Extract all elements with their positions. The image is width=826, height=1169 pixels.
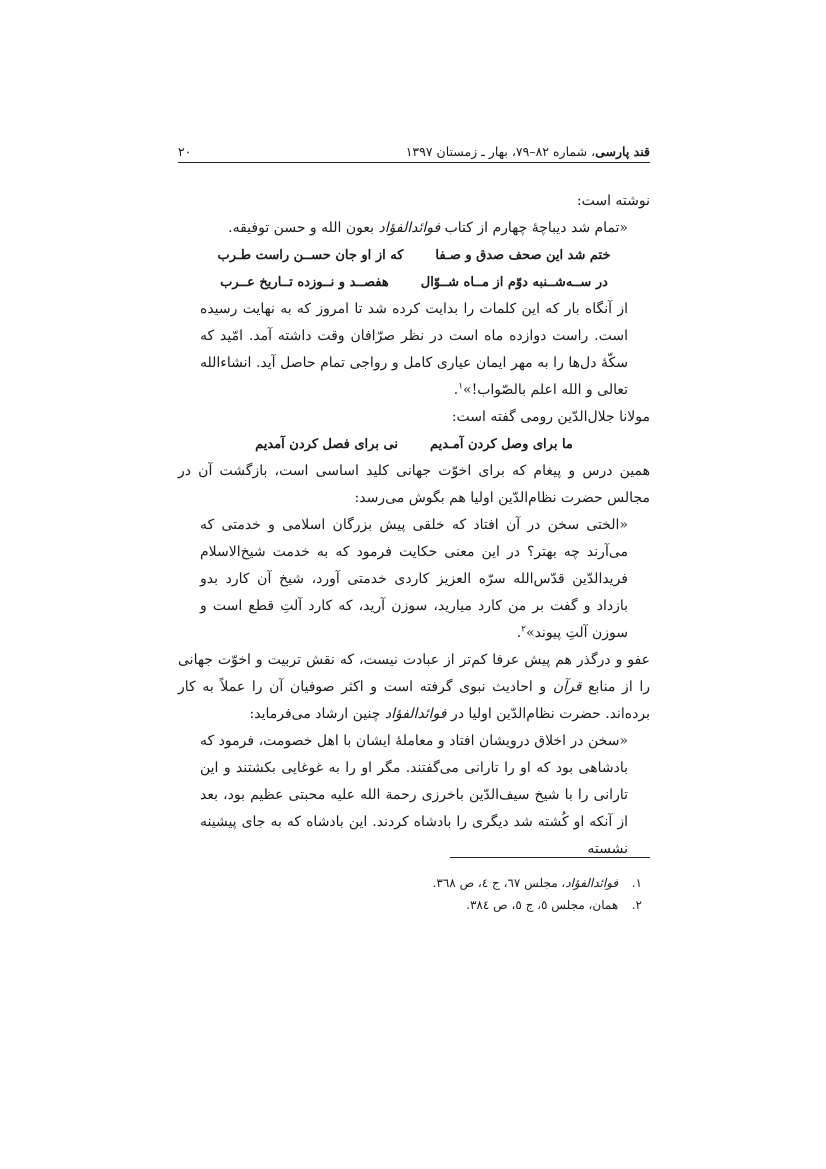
footnote-2: [178, 894, 650, 916]
verse-line-1: [178, 242, 650, 269]
quote-text: از آنگاه بار که این کلمات را بدایت کرده شد تا امروز که به نهایت رسیده است. راست دوازده ماه است در نظر صرّافان وقت داشته آمد. امّید که سکّهٔ دل‌ها را به مهر ایمان عیاری کامل و رواجی تمام حاصل آید. انشاءالله تعالی و الله اعلم بالصّواب!»: [200, 301, 628, 398]
footnote-number: ۱.: [631, 876, 642, 890]
hemistich-right: ختم شد این صحف صدق و صـفا: [435, 248, 611, 263]
footnote-1: [178, 872, 650, 894]
quran-word: قرآن: [552, 679, 582, 695]
page-body: [178, 188, 650, 863]
hemistich-left: که از او جان حســن راست طـرب: [217, 248, 404, 263]
quote-colophon-opening: [178, 215, 650, 242]
verse-line-3: [178, 431, 650, 458]
hemistich-left: نی برای فصل کردن آمدیم: [255, 437, 398, 452]
paragraph-text: عفو و درگذر هم پیش عرفا کم‌تر از عبادت نیست، که نقش تربیت و اخوّت جهانی را از منابع: [178, 652, 650, 695]
paragraph-text: چنین ارشاد می‌فرماید:: [249, 706, 385, 722]
page-number: ۲۰: [178, 144, 192, 159]
quote-text: بعون الله و حسن توفیقه.: [228, 220, 379, 236]
footnote-ref-1[interactable]: ۱: [458, 381, 464, 392]
footnote-text: همان، مجلس ٥، ج ٥، ص ٣٨٤.: [466, 898, 619, 912]
footnote-ref-2[interactable]: ۲: [521, 624, 527, 635]
paragraph-message: همین درس و پیغام که برای اخوّت جهانی کلید اساسی است، بازگشت آن در مجالس حضرت نظام‌الدّین اولیا هم بگوش می‌رسد:: [178, 463, 650, 506]
verse-line-2: [178, 269, 650, 296]
book-title: فوائدالفؤاد: [384, 706, 447, 722]
quote-needle: «الختی سخن در آن افتاد که خلقی پیش بزرگان اسلامی و خدمتی که می‌آرند چه بهتر؟ در این معنی حکایت فرمود که به خدمت شیخ‌الاسلام فریدالدّین قدّس‌الله سرّه العزیز کاردی خدمتی آورد، شیخ آن کارد بدو بازداد و گفت بر من کارد میارید، سوزن آرید، که کارد آلتِ قطع است و سوزن آلتِ پیوند»$^۲$.: [200, 517, 628, 641]
quote-text: «الختی سخن در آن افتاد که خلقی پیش بزرگان اسلامی و خدمتی که می‌آرند چه بهتر؟ در این معنی حکایت فرمود که به خدمت شیخ‌الاسلام فریدالدّین قدّس‌الله سرّه العزیز کاردی خدمتی آورد، شیخ آن کارد بدو بازداد و گفت بر من کارد میارید، سوزن آرید، که کارد آلتِ قطع است و سوزن آلتِ پیوند»: [200, 517, 628, 641]
book-title: فوائدالفؤاد: [565, 876, 619, 890]
paragraph-forgiveness: [178, 647, 650, 728]
page-header: [178, 140, 650, 163]
quote-text: «تمام شد دیباچهٔ چهارم از کتاب: [440, 220, 628, 236]
hemistich-right: ما برای وصل کردن آمـدیم: [429, 437, 573, 452]
footnote-text: ، مجلس ٦٧، ج ٤، ص ٣٦٨.: [432, 876, 566, 890]
quote-dervishes: «سخن در اخلاق درویشان افتاد و معاملهٔ ایشان با اهل خصومت، فرمود که بادشاهی بود که او را تارانی می‌گفتند. مگر او را به غوغایی بکشتند و این تارانی را با شیخ سیف‌الدّین باخرزی رحمة الله علیه محبتی عظیم بود، بعد از آنکه او کُشته شد دیگری را بادشاه کردند. این بادشاه که به جای پیشینه نشسته: [200, 733, 628, 857]
footnote-rule: [450, 857, 650, 858]
journal-issue: ، شماره ۸۲–۷۹، بهار ـ زمستان ۱۳۹۷: [405, 144, 596, 159]
book-title: فوائدالفؤاد: [378, 220, 441, 236]
footnotes: [178, 872, 650, 916]
hemistich-left: هفصــد و نــوزده تــاریخ عــرب: [220, 275, 389, 290]
quote-colophon-body: از آنگاه بار که این کلمات را بدایت کرده شد تا امروز که به نهایت رسیده است. راست دوازده ماه است در نظر صرّافان وقت داشته آمد. امّید که سکّهٔ دل‌ها را به مهر ایمان عیاری کامل و رواجی تمام حاصل آید. انشاءالله تعالی و الله اعلم بالصّواب!»$^۱$.: [200, 301, 628, 398]
paragraph-rumi: مولانا جلال‌الدّین رومی گفته است:: [451, 409, 650, 425]
hemistich-right: در ســه‌شــنبه دوّم از مــاه شــوّال: [420, 275, 608, 290]
paragraph-text: و احادیث نبوی گرفته است و اکثر صوفیان آن را عملاً به کار برده‌اند. حضرت نظام‌الدّین اولیا در: [178, 679, 650, 722]
paragraph-intro: نوشته است:: [576, 193, 650, 209]
footnote-number: ۲.: [631, 898, 642, 912]
journal-name: قند پارسی: [595, 144, 650, 159]
journal-title: [406, 144, 650, 159]
